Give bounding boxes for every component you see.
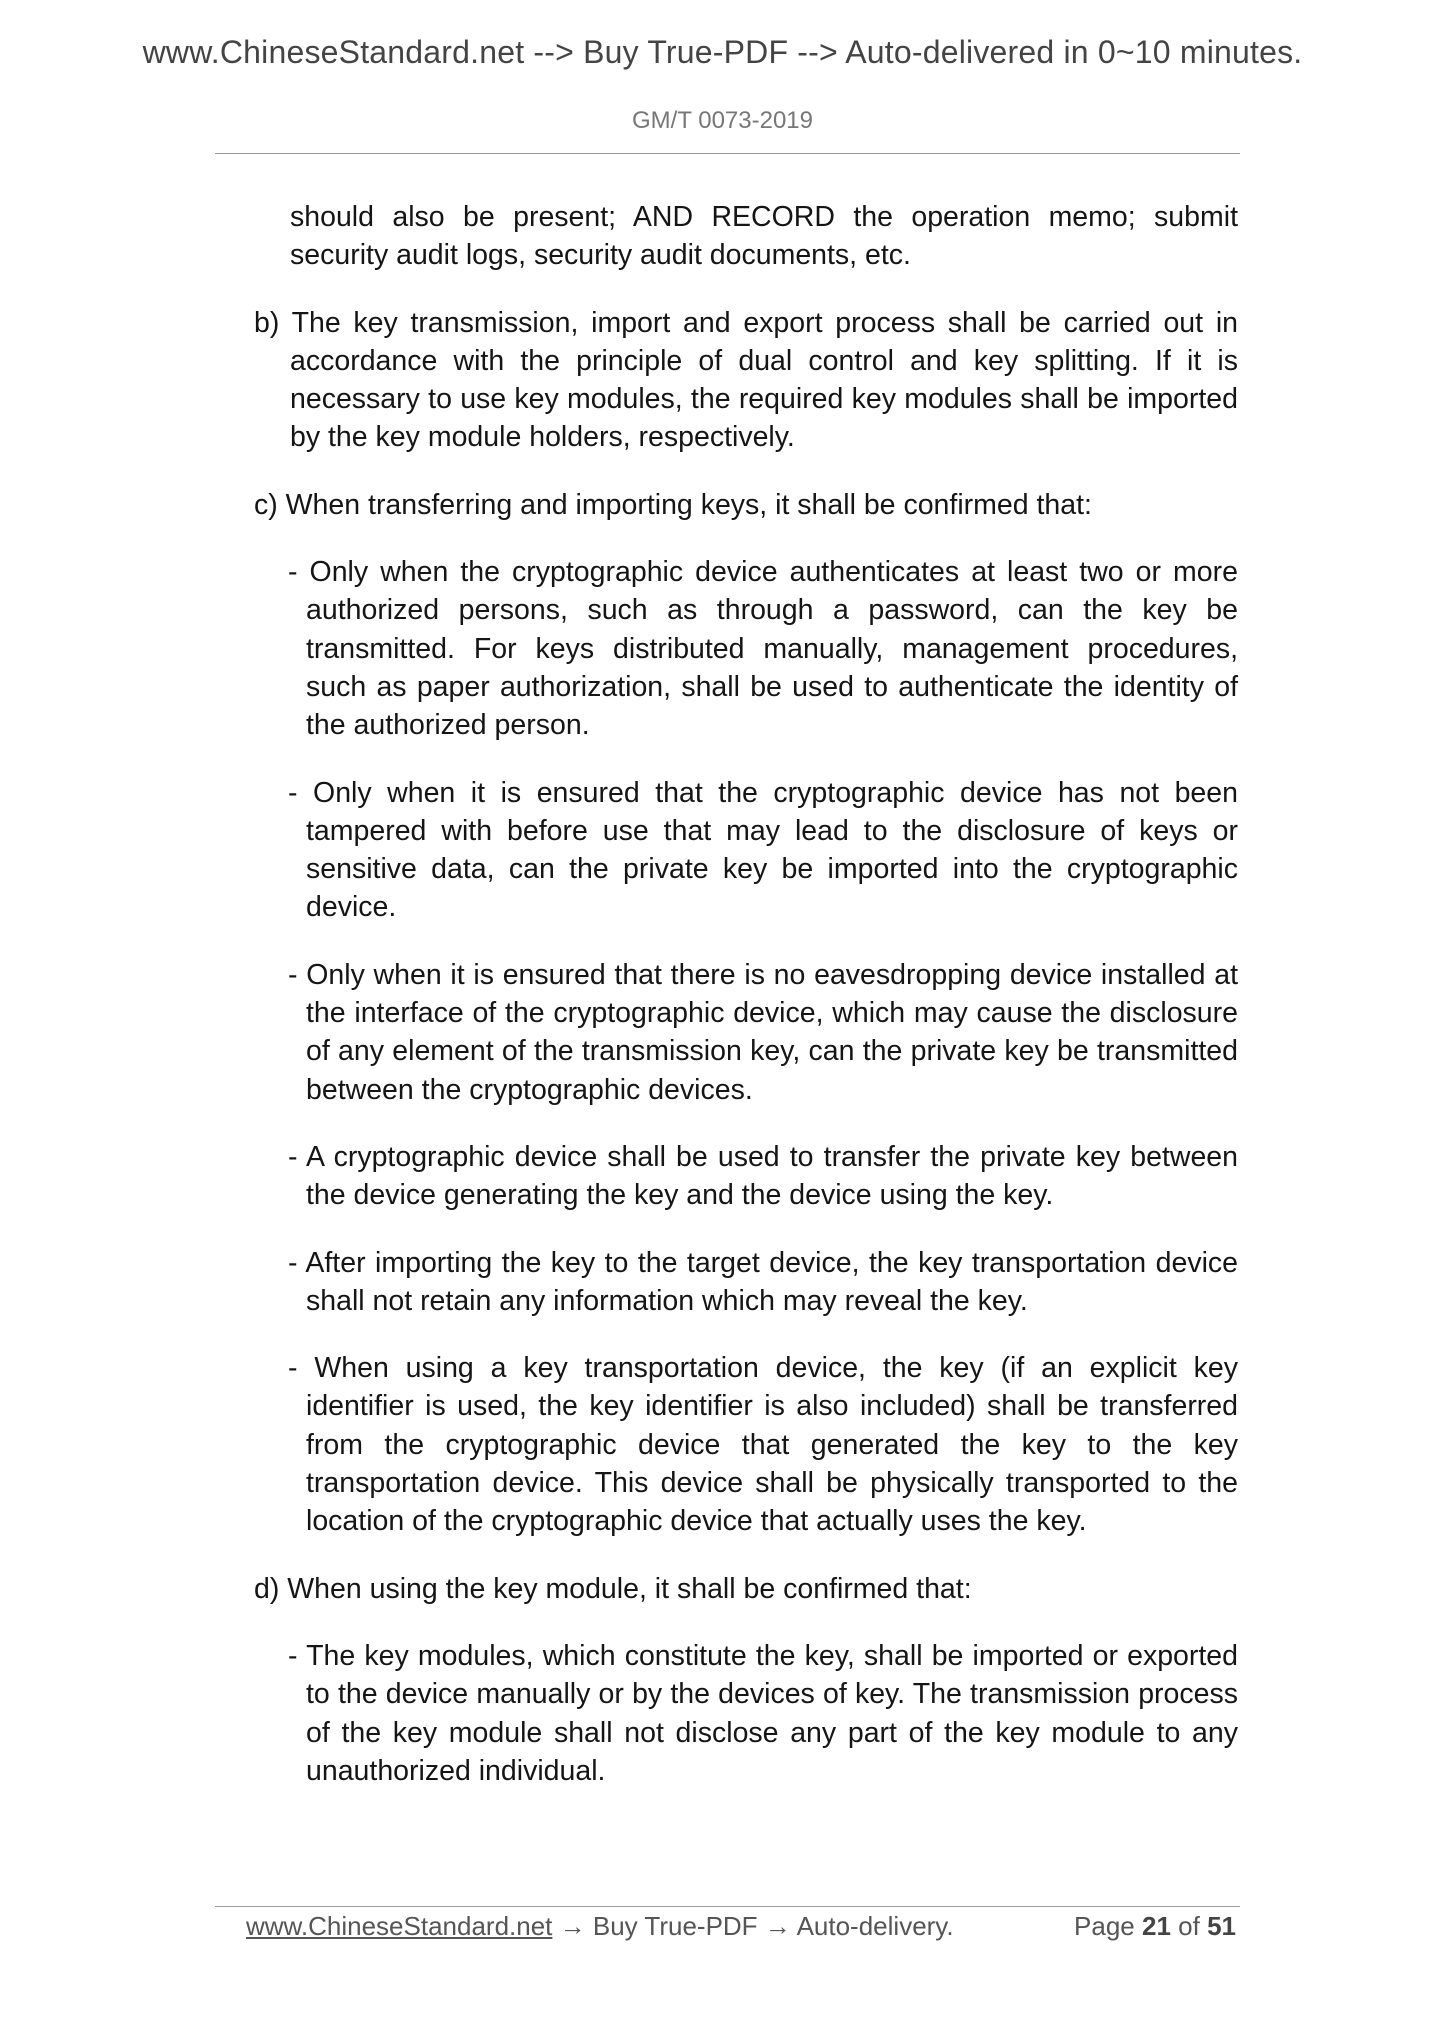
page-number — [1074, 1911, 1236, 1942]
continuation-paragraph: should also be present; AND RECORD the operation memo; submit security audit logs, security audit documents, etc. — [290, 201, 1238, 272]
list-item-d: d) When using the key module, it shall be confirmed that: — [254, 1572, 972, 1605]
page-label: Page — [1074, 1911, 1135, 1941]
c-dash-item-6: - When using a key transportation device, the key (if an explicit key identifier is used, the key identifier is also included) shall be transferred from the cryptographic device that generated the key to the key transportation device. This device shall be physically transported to the location of the cryptographic device that actually uses the key. — [288, 1352, 1238, 1538]
footer-divider — [215, 1906, 1240, 1907]
delivery-text: → Buy True-PDF → Auto-delivery. — [552, 1911, 954, 1941]
site-banner: www.ChineseStandard.net --> Buy True-PDF --> Auto-delivered in 0~10 minutes. — [142, 34, 1303, 70]
d-dash-item-1: - The key modules, which constitute the key, shall be imported or exported to the device manually or by the devices of key. The transmission process of the key module shall not disclose any part of the key module to any unauthorized individual. — [288, 1639, 1238, 1787]
of-label: of — [1178, 1911, 1200, 1941]
c-dash-item-3: - Only when it is ensured that there is no eavesdropping device installed at the interface of the cryptographic device, which may cause the disclosure of any element of the transmission key, can the private key be transmitted between the cryptographic devices. — [288, 958, 1238, 1106]
c-dash-item-5: - After importing the key to the target device, the key transportation device shall not retain any information which may reveal the key. — [288, 1246, 1238, 1317]
page-current: 21 — [1142, 1911, 1171, 1941]
page-body — [254, 198, 1238, 1819]
document-id: GM/T 0073-2019 — [632, 107, 813, 134]
page-total: 51 — [1207, 1911, 1236, 1941]
header-divider — [215, 153, 1240, 154]
c-dash-item-4: - A cryptographic device shall be used to transfer the private key between the device generating the key and the device using the key. — [288, 1140, 1238, 1212]
list-item-c: c) When transferring and importing keys, it shall be confirmed that: — [254, 488, 1092, 521]
site-link[interactable]: www.ChineseStandard.net — [246, 1911, 553, 1941]
footer-left — [246, 1911, 954, 1942]
c-dash-item-1: - Only when the cryptographic device authenticates at least two or more authorized persons, such as through a password, can the key be transmitted. For keys distributed manually, management procedures, such as paper authorization, shall be used to authenticate the identity of the authorized person. — [288, 556, 1238, 742]
c-dash-item-2: - Only when it is ensured that the cryptographic device has not been tampered with before use that may lead to the disclosure of keys or sensitive data, can the private key be imported into the cryptographic device. — [288, 776, 1238, 924]
list-item-b: b) The key transmission, import and export process shall be carried out in accordance with the principle of dual control and key splitting. If it is necessary to use key modules, the required key modules shall be imported by the key module holders, respectively. — [254, 306, 1238, 454]
